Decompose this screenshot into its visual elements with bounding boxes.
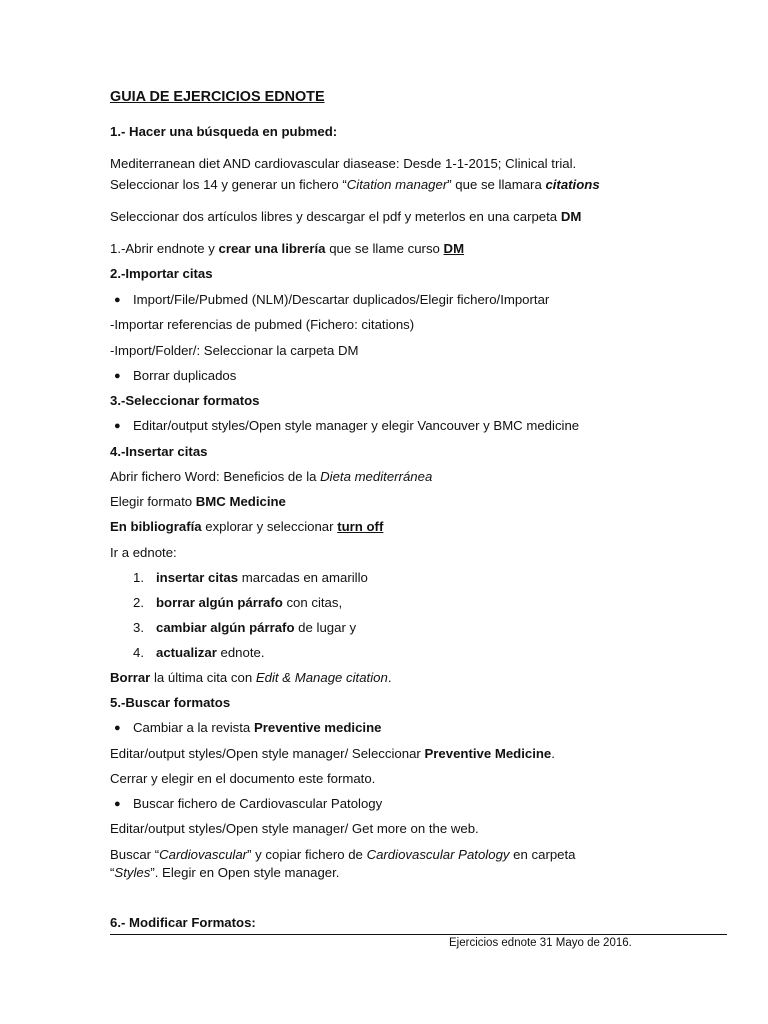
list-item: insertar citas marcadas en amarillo — [156, 570, 368, 585]
step-3-bullet: Editar/output styles/Open style manager y elegir Vancouver y BMC medicine — [133, 418, 580, 433]
step-5-line-1: Editar/output styles/Open style manager/ Seleccionar Preventive Medicine. — [110, 746, 555, 761]
paragraph-1a: Mediterranean diet AND cardiovascular diasease: Desde 1-1-2015; Clinical trial. — [110, 156, 577, 171]
step-4-line-3: En bibliografía explorar y seleccionar turn off — [110, 519, 384, 534]
bullet-icon: ● — [114, 420, 121, 432]
step-4-line-2: Elegir formato BMC Medicine — [110, 494, 286, 509]
list-number: 4. — [133, 645, 144, 660]
section-1-heading: 1.- Hacer una búsqueda en pubmed: — [110, 124, 338, 139]
step-2-line-1: -Importar referencias de pubmed (Fichero: citations) — [110, 317, 415, 332]
step-2-bullet: Import/File/Pubmed (NLM)/Descartar duplicados/Elegir fichero/Importar — [133, 292, 550, 307]
paragraph-1b: Seleccionar los 14 y generar un fichero “Citation manager” que se llamara citations — [110, 177, 600, 192]
step-2-bullet-2: Borrar duplicados — [133, 368, 237, 383]
step-6-heading: 6.- Modificar Formatos: — [110, 915, 256, 930]
step-3-heading: 3.-Seleccionar formatos — [110, 393, 260, 408]
page-footer: Ejercicios ednote 31 Mayo de 2016. — [449, 937, 632, 949]
step-5-line-2: Cerrar y elegir en el documento este formato. — [110, 771, 376, 786]
document-title: GUIA DE EJERCICIOS EDNOTE — [110, 89, 325, 105]
footer-divider — [110, 934, 727, 935]
step-4-line-1: Abrir fichero Word: Beneficios de la Dieta mediterránea — [110, 469, 433, 484]
step-5-bullet-2: Buscar fichero de Cardiovascular Patology — [133, 796, 383, 811]
bullet-icon: ● — [114, 370, 121, 382]
bullet-icon: ● — [114, 798, 121, 810]
step-2-heading: 2.-Importar citas — [110, 266, 213, 281]
step-4-line-4: Ir a ednote: — [110, 545, 177, 560]
list-number: 3. — [133, 620, 144, 635]
list-number: 2. — [133, 595, 144, 610]
step-5-heading: 5.-Buscar formatos — [110, 695, 231, 710]
step-5-line-3: Editar/output styles/Open style manager/ Get more on the web. — [110, 821, 479, 836]
list-item: cambiar algún párrafo de lugar y — [156, 620, 357, 635]
list-number: 1. — [133, 570, 144, 585]
bullet-icon: ● — [114, 294, 121, 306]
list-item: actualizar ednote. — [156, 645, 265, 660]
step-5-line-5: “Styles”. Elegir en Open style manager. — [110, 865, 340, 880]
step-4-line-5: Borrar la última cita con Edit & Manage citation. — [110, 670, 392, 685]
step-1: 1.-Abrir endnote y crear una librería que se llame curso DM — [110, 241, 465, 256]
paragraph-2: Seleccionar dos artículos libres y descargar el pdf y meterlos en una carpeta DM — [110, 209, 582, 224]
step-4-heading: 4.-Insertar citas — [110, 444, 208, 459]
bullet-icon: ● — [114, 722, 121, 734]
list-item: borrar algún párrafo con citas, — [156, 595, 343, 610]
step-5-line-4: Buscar “Cardiovascular” y copiar fichero de Cardiovascular Patology en carpeta — [110, 847, 576, 862]
step-2-line-2: -Import/Folder/: Seleccionar la carpeta DM — [110, 343, 359, 358]
step-5-bullet-1: Cambiar a la revista Preventive medicine — [133, 720, 382, 735]
